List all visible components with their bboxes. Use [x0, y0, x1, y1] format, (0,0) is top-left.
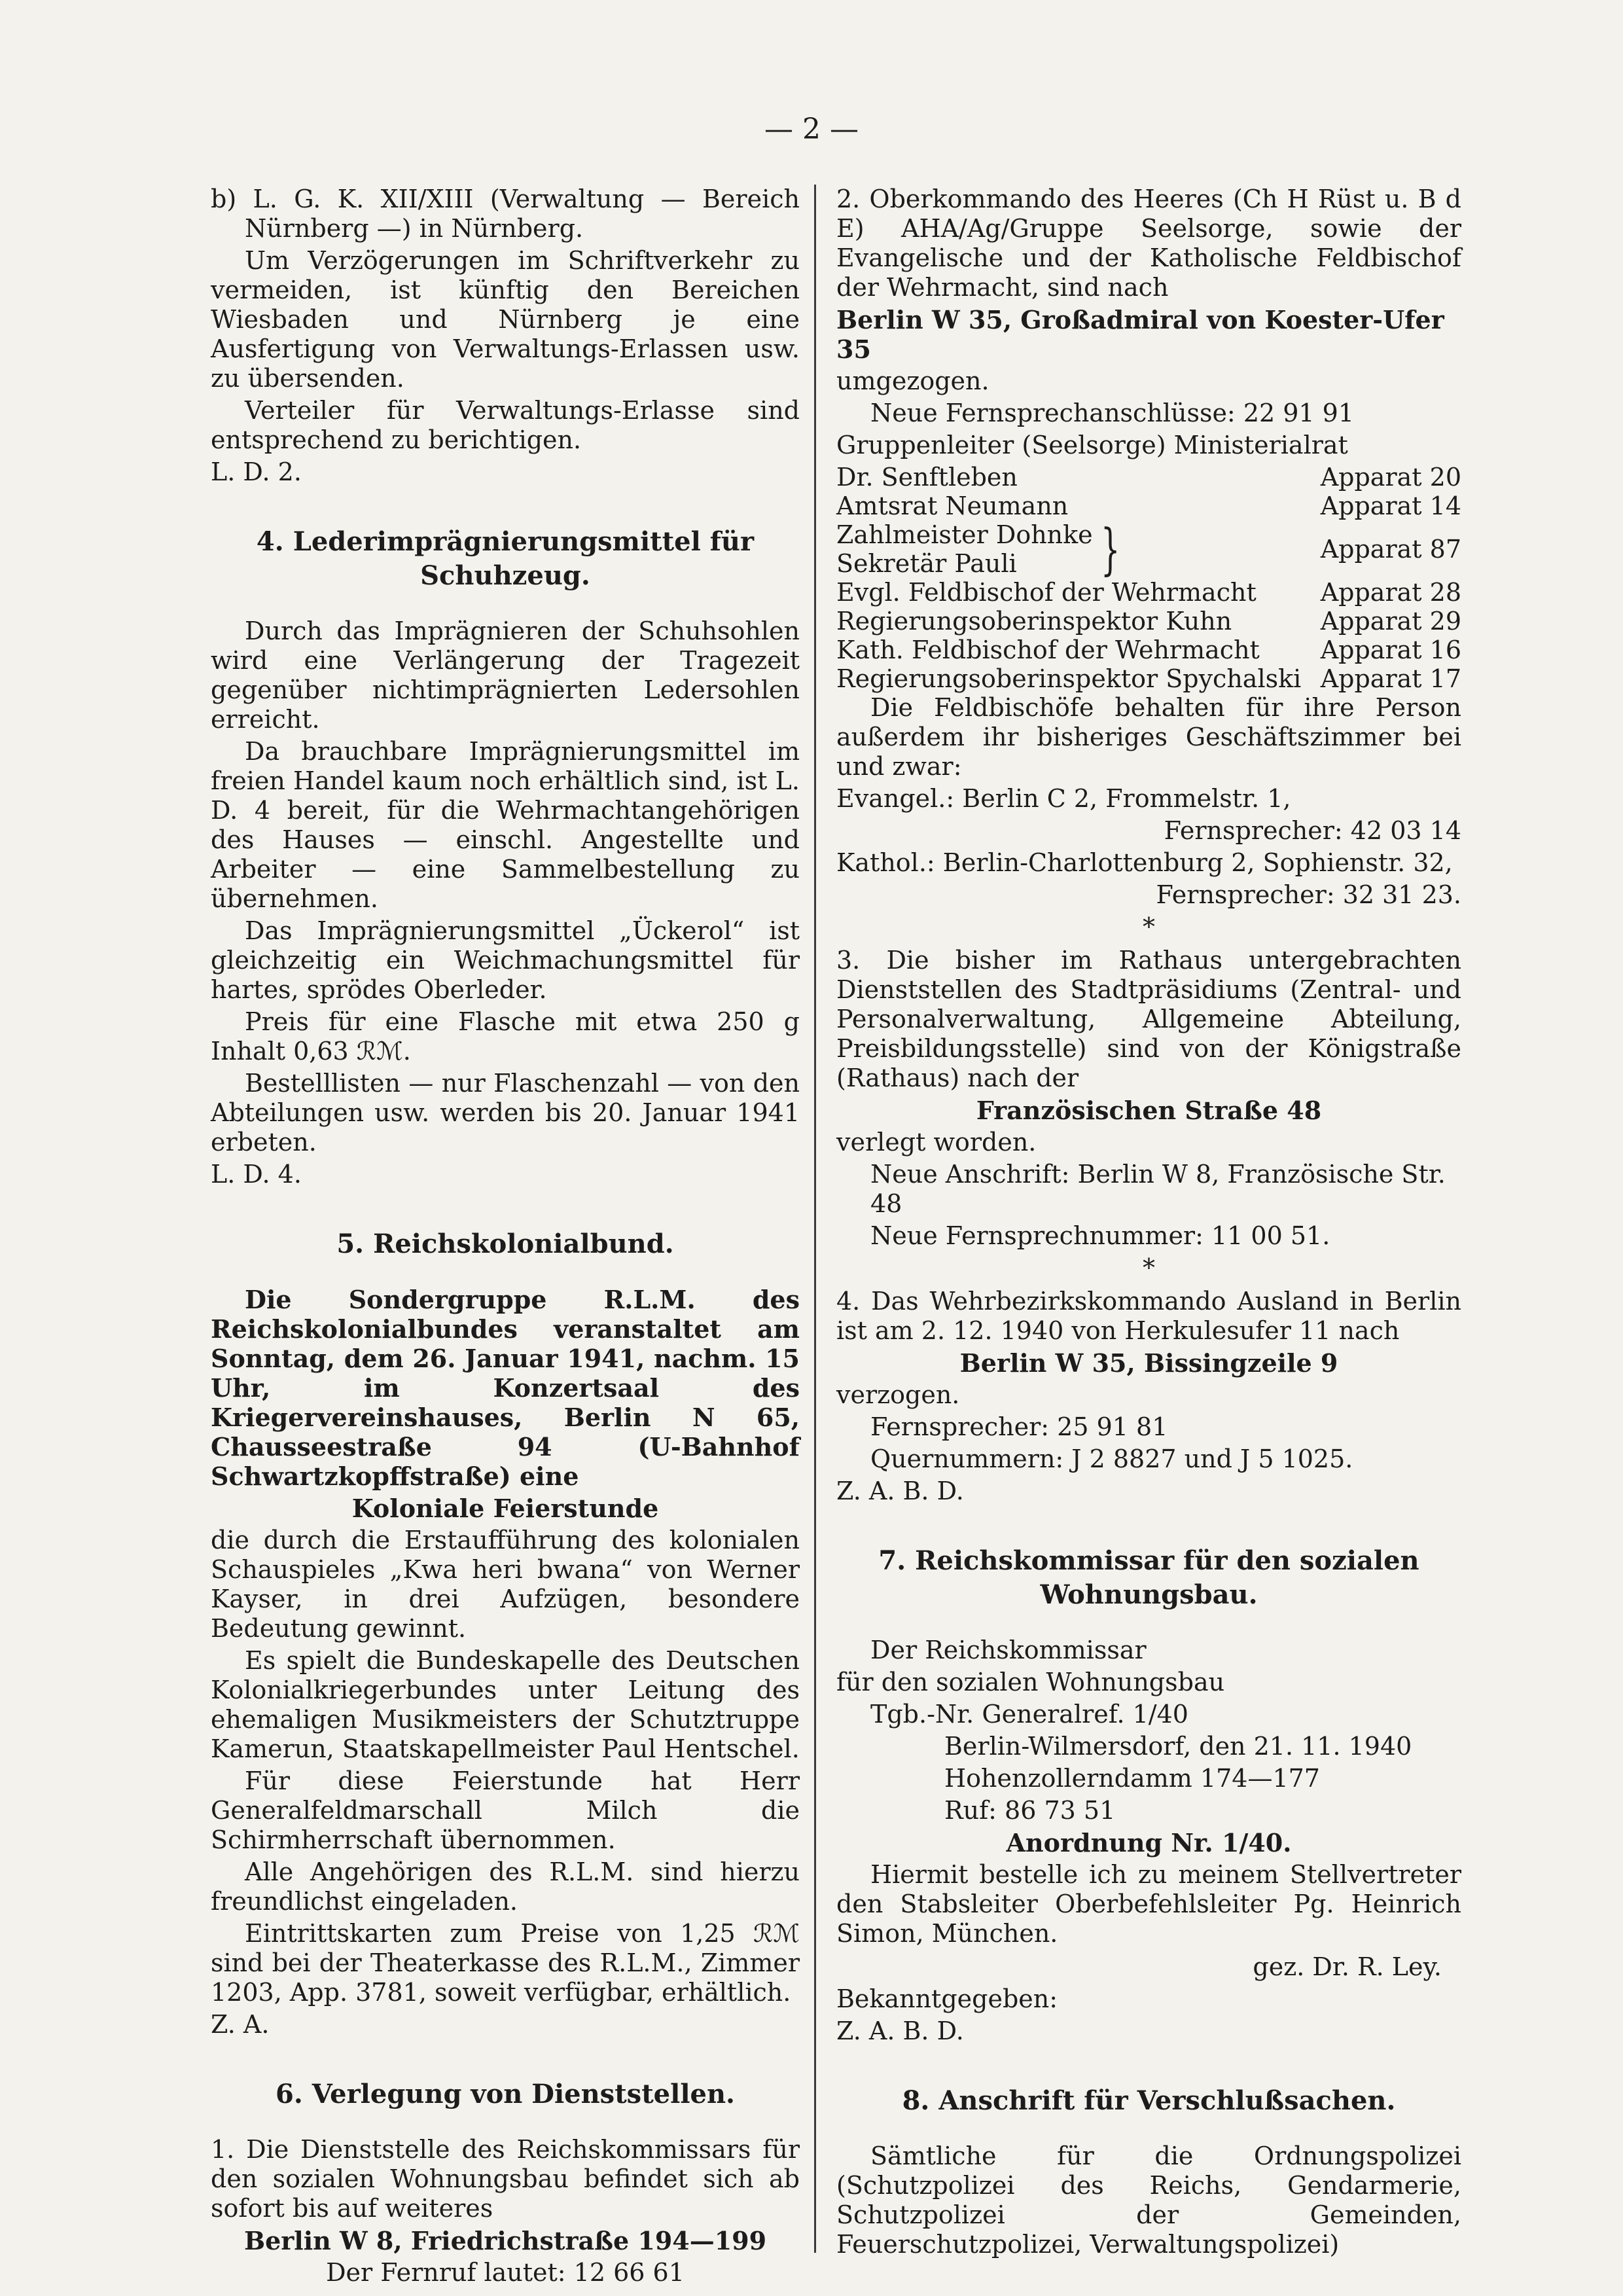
table-row — [836, 664, 1461, 693]
table-row — [836, 492, 1461, 520]
event-title: Koloniale Feierstunde — [351, 1494, 659, 1523]
reference: L. D. 4. — [211, 1160, 302, 1189]
page-number: — 2 — — [764, 113, 859, 146]
table-cell-name: Sekretär Pauli — [836, 549, 1017, 578]
reference: Z. A. B. D. — [836, 2017, 964, 2045]
table-cell-value: Apparat 14 — [1320, 492, 1461, 520]
letterhead-line: für den sozialen Wohnungsbau — [836, 1668, 1225, 1696]
letterhead-line: Der Reichskommissar — [870, 1636, 1147, 1664]
address: Berlin W 35, Großadmiral von Koester-Ufer 35 — [836, 305, 1444, 364]
address-line: Evangel.: Berlin C 2, Frommelstr. 1, — [836, 784, 1291, 813]
signature-line: gez. Dr. R. Ley. — [1253, 1952, 1442, 1981]
section-heading — [211, 1227, 800, 1261]
table-cell-value: Apparat 20 — [1320, 463, 1461, 492]
section-heading — [211, 525, 800, 593]
phone-line: Fernsprecher: 32 31 23. — [1156, 880, 1461, 909]
section-number: 7. — [878, 1545, 906, 1576]
table-cell-value: Apparat 87 — [1320, 535, 1461, 564]
phone-line: Der Fernruf lautet: 12 66 61 — [326, 2258, 685, 2287]
section-number: 8. — [902, 2085, 930, 2116]
section-title: Reichskommissar für den sozialen Wohnungsbau. — [915, 1545, 1419, 1610]
table-cell-value: Apparat 29 — [1320, 607, 1461, 636]
section-heading — [836, 2084, 1461, 2118]
address: Französischen Straße 48 — [976, 1096, 1322, 1125]
paragraph: Sämtliche für die Ordnungspolizei (Schutzpolizei des Reichs, Gendarmerie, Schutzpolizei der Gemeinden, Feuerschutzpolizei, Verwaltungspolizei) — [836, 2142, 1461, 2259]
paragraph: Preis für eine Flasche mit etwa 250 g Inhalt 0,63 ℛℳ. — [211, 1007, 800, 1066]
section-title: Lederimprägnierungsmittel für Schuhzeug. — [293, 526, 755, 591]
paragraph: die durch die Erstaufführung des kolonialen Schauspieles „Kwa heri bwana“ von Werner Kayser, in drei Aufzügen, besondere Bedeutung gewinnt. — [211, 1526, 800, 1643]
right-column — [836, 185, 1461, 2262]
paragraph: Eintrittskarten zum Preise von 1,25 ℛℳ sind bei der Theaterkasse des R.L.M., Zimmer 1203, App. 3781, soweit verfügbar, erhältlich. — [211, 1919, 800, 2007]
phone-table — [836, 463, 1461, 693]
paragraph: 1. Die Dienststelle des Reichskommissars für den sozialen Wohnungsbau befindet sich ab sofort bis auf weiteres — [211, 2135, 800, 2223]
paragraph: Hiermit bestelle ich zu meinem Stellvertreter den Stabsleiter Oberbefehlsleiter Pg. Heinrich Simon, München. — [836, 1860, 1461, 1948]
section-heading — [836, 1544, 1461, 1612]
reference: Z. A. B. D. — [836, 1477, 964, 1505]
table-cell-value: Apparat 28 — [1320, 578, 1461, 607]
table-row — [836, 636, 1461, 664]
table-cell-name: Amtsrat Neumann — [836, 492, 1069, 520]
table-row — [836, 578, 1461, 607]
table-cell-value: Apparat 16 — [1320, 636, 1461, 664]
paragraph: Alle Angehörigen des R.L.M. sind hierzu freundlichst eingeladen. — [211, 1857, 800, 1916]
paragraph: Bekanntgegeben: — [836, 1984, 1058, 2013]
paragraph: Gruppenleiter (Seelsorge) Ministerialrat — [836, 431, 1348, 459]
paragraph: Bestelllisten — nur Flaschenzahl — von den Abteilungen usw. werden bis 20. Januar 1941 erbeten. — [211, 1069, 800, 1157]
paragraph: Da brauchbare Imprägnierungsmittel im freien Handel kaum noch erhältlich sind, ist L. D. 4 bereit, für die Wehrmachtangehörigen des Hauses — einschl. Angestellte und Arbeiter — eine Sammelbestellung zu übernehmen. — [211, 737, 800, 913]
letterhead-line: Ruf: 86 73 51 — [944, 1796, 1116, 1825]
paragraph: Durch das Imprägnieren der Schuhsohlen wird eine Verlängerung der Tragezeit gegenüber nichtimprägnierten Ledersohlen erreicht. — [211, 617, 800, 734]
brace-icon: } — [1100, 517, 1120, 581]
reference: L. D. 2. — [211, 457, 302, 486]
paragraph: Für diese Feierstunde hat Herr Generalfeldmarschall Milch die Schirmherrschaft übernommen. — [211, 1767, 800, 1854]
paragraph: umgezogen. — [836, 367, 990, 395]
phone-line: Fernsprecher: 25 91 81 — [870, 1412, 1168, 1441]
section-number: 6. — [276, 2079, 303, 2109]
item-b: b) L. G. K. XII/XIII (Verwaltung — Bereich Nürnberg —) in Nürnberg. — [211, 185, 800, 243]
section-number: 5. — [336, 1229, 365, 1259]
table-cell-value: Apparat 17 — [1320, 664, 1461, 693]
letterhead-line: Hohenzollerndamm 174—177 — [944, 1764, 1320, 1793]
address: Berlin W 35, Bissingzeile 9 — [959, 1348, 1338, 1378]
section-number: 4. — [256, 526, 284, 557]
paragraph: 4. Das Wehrbezirkskommando Ausland in Berlin ist am 2. 12. 1940 von Herkulesufer 11 nach — [836, 1287, 1461, 1345]
paragraph: Das Imprägnierungsmittel „Ückerol“ ist gleichzeitig ein Weichmachungsmittel für hartes, sprödes Oberleder. — [211, 916, 800, 1004]
paragraph: Um Verzögerungen im Schriftverkehr zu vermeiden, ist künftig den Bereichen Wiesbaden und Nürnberg je eine Ausfertigung von Verwaltungs-Erlassen usw. zu übersenden. — [211, 246, 800, 393]
reference: Z. A. — [211, 2010, 270, 2039]
paragraph: Die Feldbischöfe behalten für ihre Person außerdem ihr bisheriges Geschäftszimmer bei und zwar: — [836, 693, 1461, 781]
phone-line: Neue Fernsprechanschlüsse: 22 91 91 — [870, 399, 1355, 427]
table-cell-name — [836, 517, 1316, 581]
table-cell-name: Zahlmeister Dohnke — [836, 520, 1093, 549]
table-row — [836, 607, 1461, 636]
address-line: Kathol.: Berlin-Charlottenburg 2, Sophienstr. 32, — [836, 848, 1453, 877]
paragraph: 3. Die bisher im Rathaus untergebrachten Dienststellen des Stadtpräsidiums (Zentral- und Personalverwaltung, Allgemeine Abteilung, Preisbildungsstelle) sind von der Königstraße (Rathaus) nach der — [836, 946, 1461, 1092]
left-column — [211, 185, 800, 2290]
table-cell-name: Evgl. Feldbischof der Wehrmacht — [836, 578, 1257, 607]
table-cell-name: Kath. Feldbischof der Wehrmacht — [836, 636, 1260, 664]
column-divider — [814, 185, 816, 2253]
table-row — [836, 520, 1461, 578]
paragraph: 2. Oberkommando des Heeres (Ch H Rüst u. B d E) AHA/Ag/Gruppe Seelsorge, sowie der Evangelische und der Katholische Feldbischof der Wehrmacht, sind nach — [836, 185, 1461, 302]
order-title: Anordnung Nr. 1/40. — [1006, 1828, 1292, 1857]
separator-star: * — [1143, 912, 1155, 941]
address-line: Neue Anschrift: Berlin W 8, Französische Str. 48 — [870, 1160, 1446, 1218]
address: Berlin W 8, Friedrichstraße 194—199 — [243, 2226, 767, 2255]
section-title: Verlegung von Dienststellen. — [312, 2079, 735, 2109]
letterhead-line: Tgb.-Nr. Generalref. 1/40 — [870, 1700, 1188, 1729]
section-title: Anschrift für Verschlußsachen. — [938, 2085, 1396, 2116]
paragraph: verzogen. — [836, 1380, 960, 1409]
letterhead-line: Berlin-Wilmersdorf, den 21. 11. 1940 — [944, 1732, 1412, 1761]
phone-line: Quernummern: J 2 8827 und J 5 1025. — [870, 1444, 1353, 1473]
phone-line: Fernsprecher: 42 03 14 — [1164, 816, 1461, 845]
table-cell-name: Regierungsoberinspektor Kuhn — [836, 607, 1232, 636]
phone-line: Neue Fernsprechnummer: 11 00 51. — [870, 1221, 1330, 1250]
table-row — [836, 463, 1461, 492]
paragraph: Es spielt die Bundeskapelle des Deutschen Kolonialkriegerbundes unter Leitung des ehemaligen Musikmeisters der Schutztruppe Kamerun, Staatskapellmeister Paul Hentschel. — [211, 1646, 800, 1763]
table-cell-name: Regierungsoberinspektor Spychalski — [836, 664, 1302, 693]
paragraph: Verteiler für Verwaltungs-Erlasse sind entsprechend zu berichtigen. — [211, 396, 800, 454]
paragraph: Die Sondergruppe R.L.M. des Reichskolonialbundes veranstaltet am Sonntag, dem 26. Januar 1941, nachm. 15 Uhr, im Konzertsaal des Kriegervereinshauses, Berlin N 65, Chausseestraße 94 (U-Bahnhof Schwartzkopffstraße) eine — [211, 1285, 800, 1491]
paragraph: verlegt worden. — [836, 1128, 1037, 1157]
separator-star: * — [1143, 1253, 1155, 1282]
table-cell-name: Dr. Senftleben — [836, 463, 1018, 492]
section-title: Reichskolonialbund. — [373, 1229, 674, 1259]
section-heading — [211, 2077, 800, 2111]
